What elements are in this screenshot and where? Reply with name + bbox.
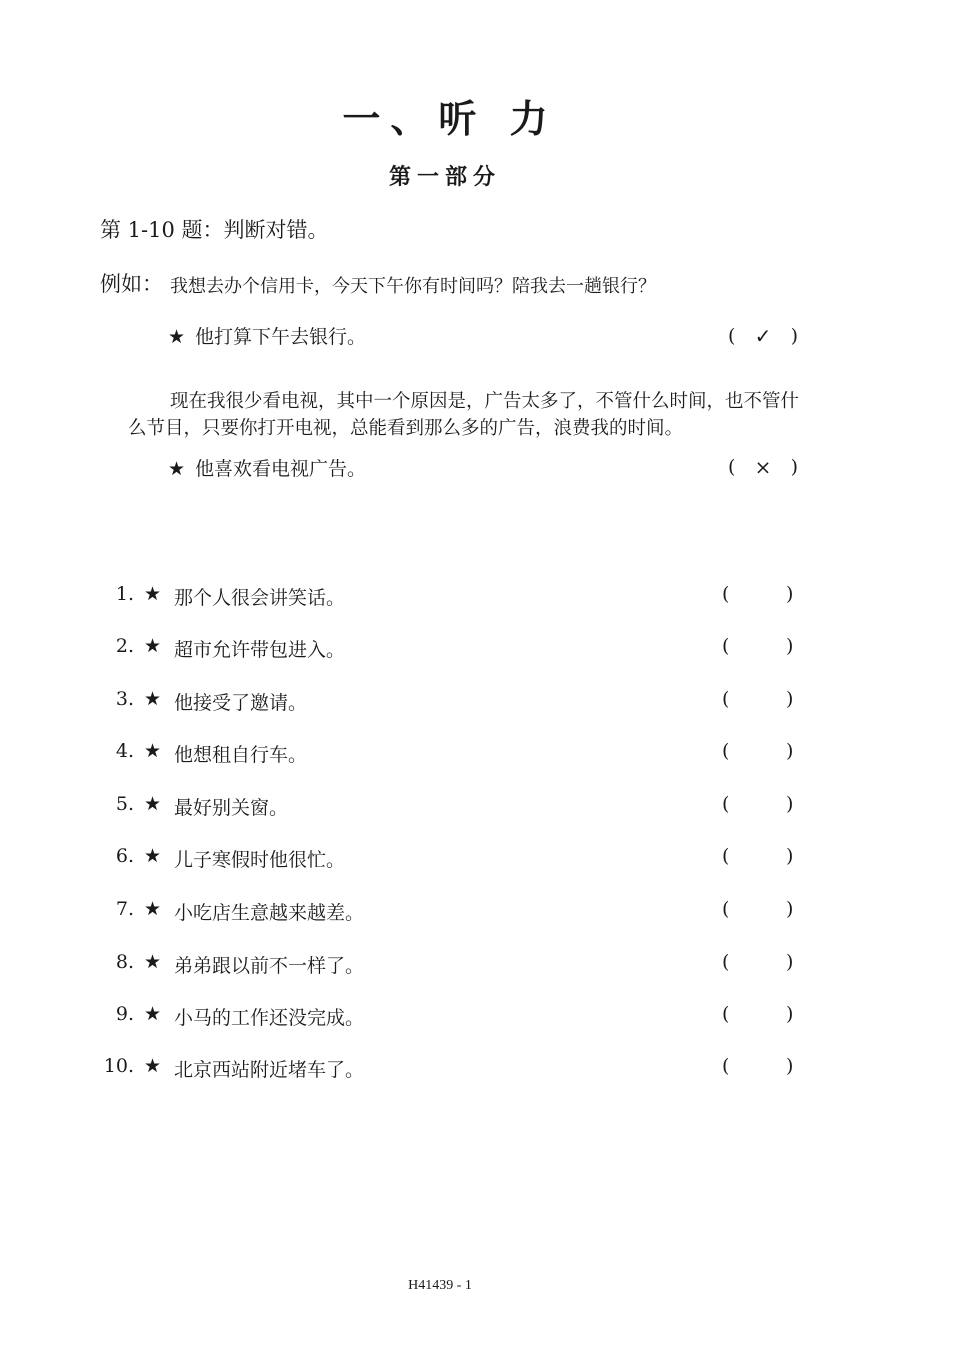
answer-paren-close[interactable]: ) bbox=[786, 635, 794, 657]
question-number: 6. bbox=[115, 845, 134, 867]
answer-paren-open[interactable]: ( bbox=[722, 898, 730, 920]
part-title: 第一部分 bbox=[388, 164, 501, 190]
star-icon: ★ bbox=[168, 458, 186, 480]
answer-paren-open[interactable]: ( bbox=[722, 951, 730, 973]
paren-close: ) bbox=[790, 456, 798, 478]
answer-paren-close[interactable]: ) bbox=[786, 845, 794, 867]
star-icon: ★ bbox=[144, 898, 162, 920]
answer-paren-open[interactable]: ( bbox=[722, 583, 730, 605]
answer-paren-close[interactable]: ) bbox=[786, 951, 794, 973]
answer-paren-close[interactable]: ) bbox=[786, 740, 794, 762]
question-item-7 bbox=[94, 898, 804, 928]
question-number: 7. bbox=[115, 898, 134, 920]
question-text: 那个人很会讲笑话。 bbox=[174, 587, 346, 609]
question-text: 他想租自行车。 bbox=[174, 744, 308, 766]
example-passage: 现在我很少看电视，其中一个原因是，广告太多了，不管什么时间，也不管什么节目，只要你打开电视，总能看到那么多的广告，浪费我的时间。 bbox=[128, 391, 800, 439]
question-number: 5. bbox=[115, 793, 134, 815]
star-icon: ★ bbox=[144, 635, 162, 657]
question-item-8 bbox=[94, 951, 804, 981]
example-label: 例如： bbox=[100, 272, 163, 296]
answer-paren-open[interactable]: ( bbox=[722, 740, 730, 762]
question-number: 9. bbox=[115, 1003, 134, 1025]
question-item-1 bbox=[94, 583, 804, 613]
star-icon: ★ bbox=[144, 688, 162, 710]
answer-paren-open[interactable]: ( bbox=[722, 1055, 730, 1077]
question-item-10 bbox=[94, 1055, 804, 1085]
question-text: 小吃店生意越来越差。 bbox=[174, 902, 365, 924]
answer-paren-close[interactable]: ) bbox=[786, 1003, 794, 1025]
star-icon: ★ bbox=[144, 583, 162, 605]
answer-paren-open[interactable]: ( bbox=[722, 1003, 730, 1025]
page-footer: H41439 - 1 bbox=[408, 1278, 472, 1293]
question-item-2 bbox=[94, 635, 804, 665]
question-item-3 bbox=[94, 688, 804, 718]
check-mark-icon: ✓ bbox=[754, 324, 772, 348]
question-number: 1. bbox=[115, 583, 134, 605]
example-answer-2 bbox=[728, 455, 798, 479]
star-icon: ★ bbox=[144, 845, 162, 867]
answer-paren-close[interactable]: ) bbox=[786, 1055, 794, 1077]
star-icon: ★ bbox=[144, 1055, 162, 1077]
question-item-6 bbox=[94, 845, 804, 875]
question-number: 3. bbox=[115, 688, 134, 710]
question-item-4 bbox=[94, 740, 804, 770]
question-item-9 bbox=[94, 1003, 804, 1033]
question-text: 小马的工作还没完成。 bbox=[174, 1007, 365, 1029]
question-text: 最好别关窗。 bbox=[174, 797, 289, 819]
paren-close: ) bbox=[790, 325, 798, 347]
example-statement-1-text: 他打算下午去银行。 bbox=[195, 326, 367, 348]
paren-open: ( bbox=[728, 325, 736, 347]
answer-paren-open[interactable]: ( bbox=[722, 793, 730, 815]
example-statement-2-text: 他喜欢看电视广告。 bbox=[195, 458, 367, 480]
question-text: 儿子寒假时他很忙。 bbox=[174, 849, 346, 871]
section-title: 一、听 力 bbox=[342, 96, 558, 141]
star-icon: ★ bbox=[168, 326, 186, 348]
star-icon: ★ bbox=[144, 951, 162, 973]
answer-paren-close[interactable]: ) bbox=[786, 583, 794, 605]
question-item-5 bbox=[94, 793, 804, 823]
example-text: 我想去办个信用卡，今天下午你有时间吗？陪我去一趟银行？ bbox=[170, 276, 656, 297]
star-icon: ★ bbox=[144, 793, 162, 815]
example-answer-1 bbox=[728, 324, 798, 348]
example-statement-1 bbox=[168, 322, 366, 349]
question-number: 10. bbox=[103, 1055, 134, 1077]
answer-paren-close[interactable]: ) bbox=[786, 688, 794, 710]
cross-mark-icon: × bbox=[754, 455, 772, 479]
answer-paren-open[interactable]: ( bbox=[722, 635, 730, 657]
question-text: 超市允许带包进入。 bbox=[174, 639, 346, 661]
answer-paren-close[interactable]: ) bbox=[786, 898, 794, 920]
answer-paren-close[interactable]: ) bbox=[786, 793, 794, 815]
answer-paren-open[interactable]: ( bbox=[722, 845, 730, 867]
question-text: 弟弟跟以前不一样了。 bbox=[174, 955, 365, 977]
question-number: 2. bbox=[115, 635, 134, 657]
instruction: 第 1-10 题：判断对错。 bbox=[100, 218, 329, 242]
question-text: 他接受了邀请。 bbox=[174, 692, 308, 714]
question-text: 北京西站附近堵车了。 bbox=[174, 1059, 365, 1081]
example-statement-2 bbox=[168, 454, 366, 481]
paren-open: ( bbox=[728, 456, 736, 478]
question-number: 4. bbox=[115, 740, 134, 762]
answer-paren-open[interactable]: ( bbox=[722, 688, 730, 710]
star-icon: ★ bbox=[144, 1003, 162, 1025]
question-number: 8. bbox=[115, 951, 134, 973]
star-icon: ★ bbox=[144, 740, 162, 762]
